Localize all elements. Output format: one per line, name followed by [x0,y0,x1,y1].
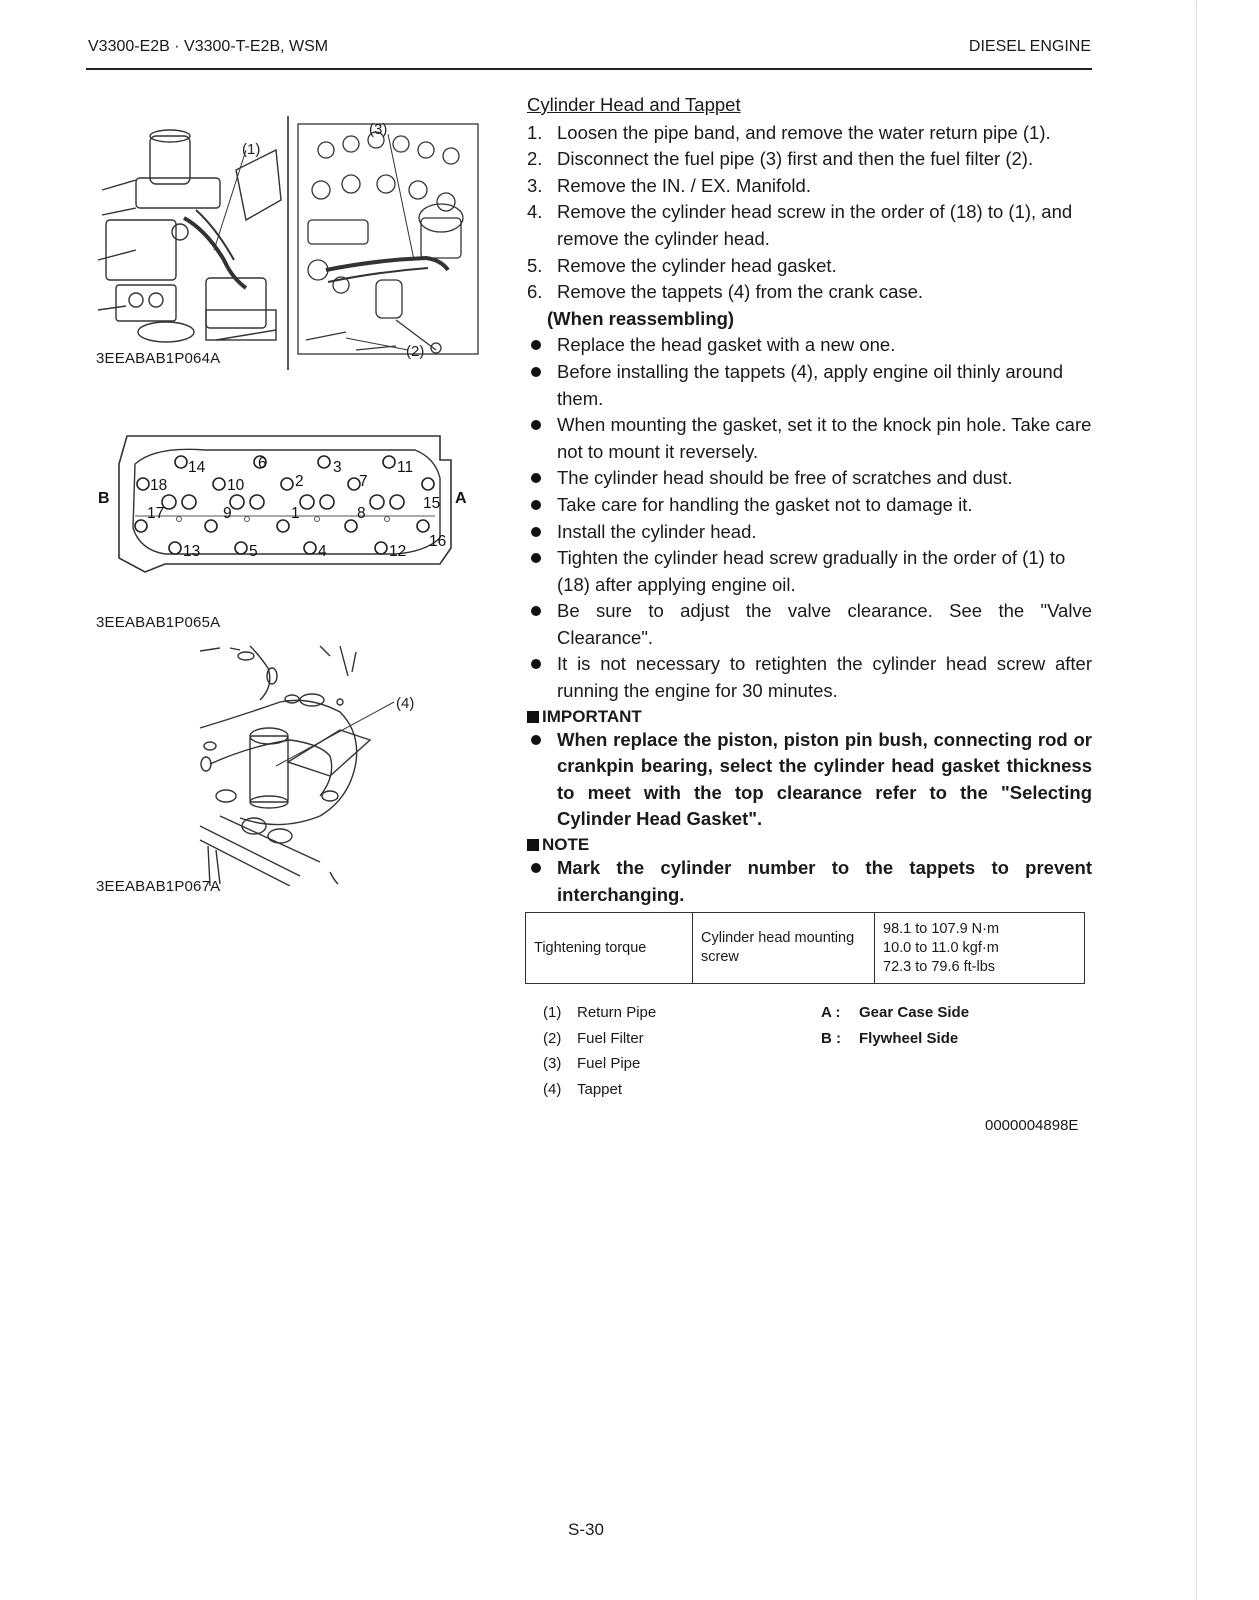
reassembly-bullet: Before installing the tappets (4), apply engine oil thinly around them. [527,359,1092,412]
reassembly-bullet: Install the cylinder head. [527,519,1092,546]
bolt-number-16: 16 [429,533,447,550]
figure-tightening-order [95,428,485,578]
figure-label-2: (2) [406,343,425,360]
legend-key: (2) [543,1029,562,1047]
reassembly-bullet: Take care for handling the gasket not to damage it. [527,492,1092,519]
procedure-section [527,92,1092,908]
square-icon [527,711,539,723]
step-text: Disconnect the fuel pipe (3) first and then the fuel filter (2). [557,148,1034,170]
bolt-number-13: 13 [183,543,201,560]
section-title: Cylinder Head and Tappet [527,94,741,115]
scan-edge-line [1196,0,1197,1600]
reassembly-bullet: It is not necessary to retighten the cylinder head screw after running the engine for 30 minutes. [527,651,1092,704]
reassembly-bullet: When mounting the gasket, set it to the knock pin hole. Take care not to mount it reversely. [527,412,1092,465]
spec-value-cell [875,913,1085,984]
bolt-number-10: 10 [227,477,245,494]
bolt-number-7: 7 [359,473,368,490]
square-icon [527,839,539,851]
step-text: Remove the IN. / EX. Manifold. [557,174,811,196]
reassembly-bullet: The cylinder head should be free of scratches and dust. [527,465,1092,492]
spec-item-cell: Tightening torque [526,913,693,984]
figure-label-4: (4) [396,695,415,712]
note-label: NOTE [542,835,590,855]
bolt-number-1: 1 [291,505,300,522]
bolt-number-17: 17 [147,505,165,522]
bolt-number-14: 14 [188,459,206,476]
procedure-step [527,253,1092,280]
legend-label: Fuel Pipe [577,1055,641,1072]
page-number: S-30 [568,1520,604,1539]
figure-label-1: (1) [242,141,261,158]
step-text: Remove the tappets (4) from the crank case. [557,281,924,303]
reassembling-heading: (When reassembling) [547,307,735,329]
figure-tappet [180,636,430,886]
legend-key: (3) [543,1055,562,1072]
bolt-number-3: 3 [333,459,342,476]
legend-label: Flywheel Side [859,1029,959,1047]
document-code: 0000004898E [985,1117,1079,1134]
step-number: 4. [527,201,543,223]
procedure-step [527,279,1092,306]
header-divider [86,68,1092,70]
legend-item [821,1004,969,1030]
step-number: 5. [527,254,543,276]
bolt-number-12: 12 [389,543,407,560]
step-number: 1. [527,121,543,143]
important-text: When replace the piston, piston pin bush, connecting rod or crankpin bearing, select the cylinder head gasket thickness to meet with the top clearance refer to the "Selecting Cylinder Head Gasket". [527,727,1092,833]
spec-value-nm: 98.1 to 107.9 N·m [883,920,1000,937]
header-section-title: DIESEL ENGINE [968,38,1091,55]
step-number: 3. [527,174,543,196]
side-legend [821,1004,969,1055]
important-heading [527,707,1092,727]
procedure-step [527,199,1092,252]
header-manual-title: V3300-E2B · V3300-T-E2B, WSM [88,38,329,55]
procedure-step [527,173,1092,200]
legend-item [821,1030,969,1056]
bolt-number-18: 18 [150,477,168,494]
bolt-number-15: 15 [423,495,441,512]
side-label-a: A [455,490,467,507]
spec-value-ftlbs: 72.3 to 79.6 ft-lbs [883,958,996,975]
legend-item [543,1055,656,1081]
figure-label-3: (3) [369,121,388,138]
step-text: Remove the cylinder head gasket. [557,254,837,276]
table-row [526,913,1085,984]
procedure-step [527,146,1092,173]
step-number: 2. [527,148,543,170]
important-label: IMPORTANT [542,706,642,726]
legend-item [543,1004,656,1030]
spec-value-kgfm: 10.0 to 11.0 kgf·m [883,939,999,956]
bolt-number-2: 2 [295,473,304,490]
legend-label: Gear Case Side [859,1004,970,1021]
figure-code-064a: 3EEABAB1P064A [96,350,221,367]
figure-code-067a: 3EEABAB1P067A [96,878,221,895]
reassembly-bullet: Tighten the cylinder head screw gradually in the order of (1) to (18) after applying engine oil. [527,545,1092,598]
legend-label: Tappet [577,1080,623,1098]
reassembly-bullet: Replace the head gasket with a new one. [527,332,1092,359]
legend-key: A : [821,1004,841,1021]
figure-engine-pipes [96,110,486,370]
figure-code-065a: 3EEABAB1P065A [96,614,221,631]
tightening-torque-table [525,912,1085,984]
legend-item [543,1081,656,1107]
legend-label: Fuel Filter [577,1029,644,1047]
step-text: Loosen the pipe band, and remove the water return pipe (1). [557,121,1051,143]
note-text: Mark the cylinder number to the tappets to prevent interchanging. [527,855,1092,908]
legend-key: (1) [543,1004,562,1021]
bolt-number-8: 8 [357,505,366,522]
step-text: Remove the cylinder head screw in the order of (18) to (1), and remove the cylinder head. [557,201,1073,249]
procedure-step [527,120,1092,147]
legend-label: Return Pipe [577,1004,657,1021]
legend-key: B : [821,1029,841,1047]
legend-key: (4) [543,1080,562,1098]
step-number: 6. [527,281,543,303]
bolt-number-9: 9 [223,505,232,522]
bolt-number-11: 11 [397,459,414,476]
spec-part-cell: Cylinder head mounting screw [693,913,875,984]
bolt-number-4: 4 [318,543,327,560]
reassembly-bullet: Be sure to adjust the valve clearance. See the "Valve Clearance". [527,598,1092,651]
legend-item [543,1030,656,1056]
bolt-number-6: 6 [258,455,267,472]
bolt-number-5: 5 [249,543,258,560]
side-label-b: B [98,490,110,507]
note-heading [527,835,1092,855]
part-legend [543,1004,656,1106]
